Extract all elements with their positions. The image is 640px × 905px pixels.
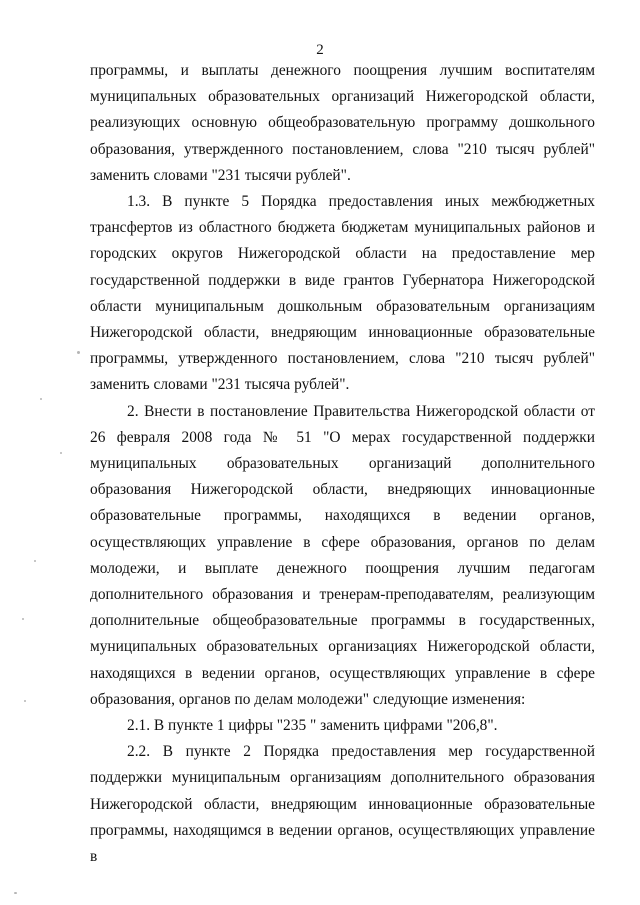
scan-speck bbox=[40, 398, 42, 400]
paragraph-2: 2. Внести в постановление Правительства Нижегородской области от 26 февраля 2008 года № 51 "О мерах государственной поддержки муниципальных образовательных организаций дополнительного образования Нижегородской области, внедряющих инновационные образовательные программы, находящихся в ведении органов, осуществляющих управление в сфере образования, органов по делам молодежи, и выплате денежного поощрения лучшим педагогам дополнительного образования и тренерам-преподавателям, реализующим дополнительные общеобразовательные программы в государственных, муниципальных образовательных организациях Нижегородской области, находящихся в ведении органов, осуществляющих управление в сфере образования, органов по делам молодежи" следующие изменения: bbox=[90, 402, 595, 708]
body-text bbox=[90, 58, 595, 870]
scan-speck bbox=[60, 452, 62, 454]
paragraph-1-3: 1.3. В пункте 5 Порядка предоставления иных межбюджетных трансфертов из областного бюджета бюджетам муниципальных районов и городских округов Нижегородской области на предоставление мер государственной поддержки в виде грантов Губернатора Нижегородской области муниципальным дошкольным образовательным организациям Нижегородской области, внедряющим инновационные образовательные программы, утвержденного постановлением, слова "210 тысяч рублей" заменить словами "231 тысяча рублей". bbox=[90, 193, 595, 394]
scan-speck bbox=[34, 560, 36, 562]
paragraph-2-2: 2.2. В пункте 2 Порядка предоставления мер государственной поддержки муниципальным организациям дополнительного образования Нижегородской области, внедряющим инновационные образовательные программы, находящимся в ведении органов, осуществляющих управление в bbox=[90, 743, 595, 866]
paragraph-continuation: программы, и выплаты денежного поощрения лучшим воспитателям муниципальных образовательных организаций Нижегородской области, реализующих основную общеобразовательную программу дошкольного образования, утвержденного постановлением, слова "210 тысяч рублей" заменить словами "231 тысячи рублей". bbox=[90, 62, 595, 184]
page-number: 2 bbox=[316, 42, 324, 58]
scan-speck bbox=[24, 700, 26, 702]
scan-speck bbox=[22, 618, 24, 620]
scan-speck bbox=[14, 892, 17, 894]
scan-speck bbox=[77, 351, 80, 354]
paragraph-2-1: 2.1. В пункте 1 цифры "235 " заменить цифрами "206,8". bbox=[127, 717, 498, 735]
